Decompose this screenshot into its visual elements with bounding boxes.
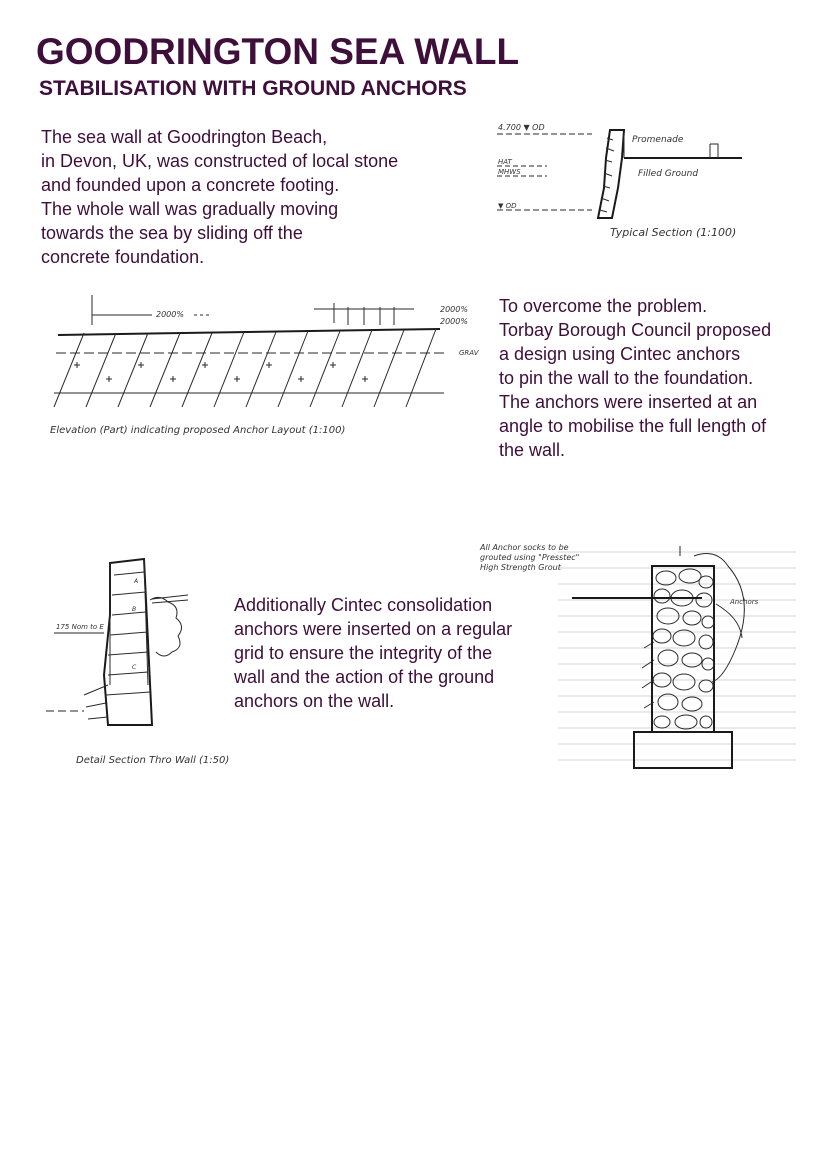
detail-section-caption: Detail Section Thro Wall (1:50) [76, 755, 230, 766]
side-label: GRAV [459, 349, 479, 357]
intro-line: The whole wall was gradually moving [41, 199, 339, 219]
consolidation-line: grid to ensure the integrity of the [234, 643, 493, 663]
right-bottom-label: 2000% [440, 317, 468, 326]
od-label: ▼ OD [498, 202, 517, 210]
elevation-caption: Elevation (Part) indicating proposed Anchor Layout (1:100) [50, 425, 346, 436]
stone-wall-section-drawing [476, 538, 798, 772]
dimension-label: 175 Nom to E [56, 623, 104, 631]
typical-section-caption: Typical Section (1:100) [610, 226, 737, 239]
anchor-a-label: A [134, 578, 139, 585]
grout-note-line: grouted using "Presstec" [480, 553, 580, 562]
consolidation-paragraph [234, 593, 512, 713]
solution-line: to pin the wall to the foundation. [499, 368, 754, 388]
spacing-label: 2000% [156, 310, 184, 319]
consolidation-line: Additionally Cintec consolidation [234, 595, 493, 615]
intro-line: The sea wall at Goodrington Beach, [41, 127, 328, 147]
intro-paragraph [41, 125, 398, 269]
solution-line: angle to mobilise the full length of [499, 416, 767, 436]
promenade-label: Promenade [632, 135, 684, 145]
typical-section-drawing [492, 118, 782, 268]
anchor-b-label: B [132, 606, 137, 613]
intro-line: towards the sea by sliding off the [41, 223, 303, 243]
page-title: GOODRINGTON SEA WALL [36, 31, 520, 72]
intro-line: in Devon, UK, was constructed of local stone [41, 151, 399, 171]
solution-line: The anchors were inserted at an [499, 392, 758, 412]
consolidation-line: anchors were inserted on a regular [234, 619, 513, 639]
solution-paragraph [499, 294, 771, 462]
grout-note-line: All Anchor socks to be [480, 543, 569, 552]
mhws-label: MHWS [498, 168, 521, 176]
detail-section-drawing [44, 545, 244, 775]
anchors-side-label: Anchors [730, 598, 759, 606]
hat-label: HAT [498, 158, 512, 166]
intro-line: and founded upon a concrete footing. [41, 175, 340, 195]
solution-line: the wall. [499, 440, 566, 460]
consolidation-line: anchors on the wall. [234, 691, 395, 711]
solution-line: To overcome the problem. [499, 296, 708, 316]
grout-note-line: High Strength Grout [480, 563, 561, 572]
intro-line: concrete foundation. [41, 247, 205, 267]
level-label: 4.700 ▼ OD [498, 123, 545, 132]
consolidation-line: wall and the action of the ground [234, 667, 495, 687]
solution-line: a design using Cintec anchors [499, 344, 741, 364]
elevation-drawing [44, 295, 494, 445]
solution-line: Torbay Borough Council proposed [499, 320, 772, 340]
right-top-label: 2000% [440, 305, 468, 314]
page-subtitle: STABILISATION WITH GROUND ANCHORS [39, 77, 467, 100]
filled-ground-label: Filled Ground [638, 169, 699, 179]
anchor-c-label: C [132, 664, 137, 671]
